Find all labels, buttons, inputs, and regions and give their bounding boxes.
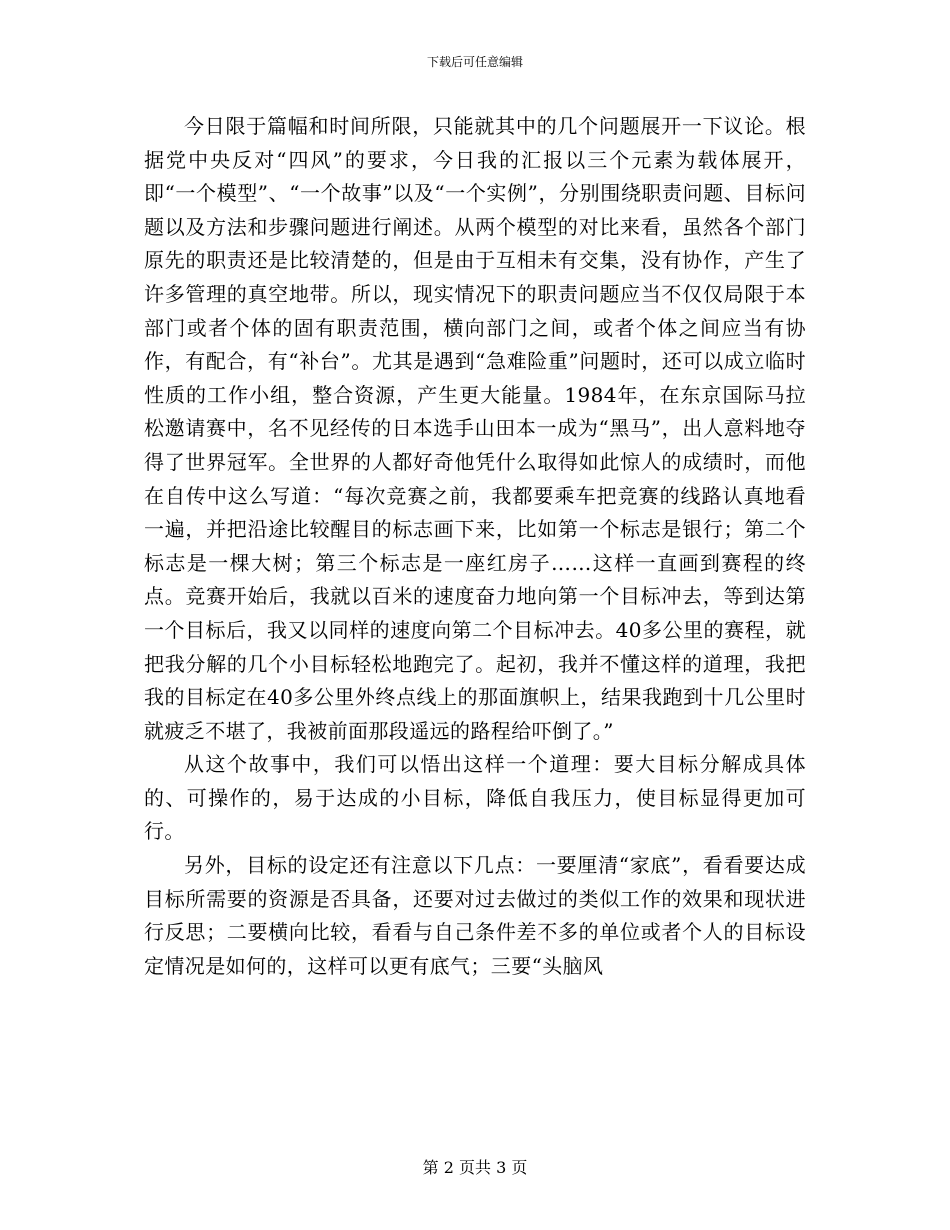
document-body	[144, 110, 806, 983]
page-header-note: 下载后可任意编辑	[426, 55, 523, 69]
paragraph-1: 今日限于篇幅和时间所限，只能就其中的几个问题展开一下议论。根据党中央反对“四风”的要求，今日我的汇报以三个元素为载体展开，即“一个模型”、“一个故事”以及“一个实例”，分别围绕职责问题、目标问题以及方法和步骤问题进行阐述。从两个模型的对比来看，虽然各个部门原先的职责还是比较清楚的，但是由于互相未有交集，没有协作，产生了许多管理的真空地带。所以，现实情况下的职责问题应当不仅仅局限于本部门或者个体的固有职责范围，横向部门之间，或者个体之间应当有协作，有配合，有“补台”。尤其是遇到“急难险重”问题时，还可以成立临时性质的工作小组，整合资源，产生更大能量。1984年，在东京国际马拉松邀请赛中，名不见经传的日本选手山田本一成为“黑马”，出人意料地夺得了世界冠军。全世界的人都好奇他凭什么取得如此惊人的成绩时，而他在自传中这么写道：“每次竞赛之前，我都要乘车把竞赛的线路认真地看一遍，并把沿途比较醒目的标志画下来，比如第一个标志是银行；第二个标志是一棵大树；第三个标志是一座红房子……这样一直画到赛程的终点。竞赛开始后，我就以百米的速度奋力地向第一个目标冲去，等到达第一个目标后，我又以同样的速度向第二个目标冲去。40多公里的赛程，就把我分解的几个小目标轻松地跑完了。起初，我并不懂这样的道理，我把我的目标定在40多公里外终点线上的那面旗帜上，结果我跑到十几公里时就疲乏不堪了，我被前面那段遥远的路程给吓倒了。”	[144, 114, 806, 743]
paragraph-3: 另外，目标的设定还有注意以下几点：一要厘清“家底”，看看要达成目标所需要的资源是否具备，还要对过去做过的类似工作的效果和现状进行反思；二要横向比较，看看与自己条件差不多的单位或者个人的目标设定情况是如何的，这样可以更有底气；三要“头脑风	[144, 853, 806, 978]
page-number: 第 2 页共 3 页	[422, 1158, 528, 1177]
paragraph-2: 从这个故事中，我们可以悟出这样一个道理：要大目标分解成具体的、可操作的，易于达成的小目标，降低自我压力，使目标显得更加可行。	[144, 752, 806, 844]
